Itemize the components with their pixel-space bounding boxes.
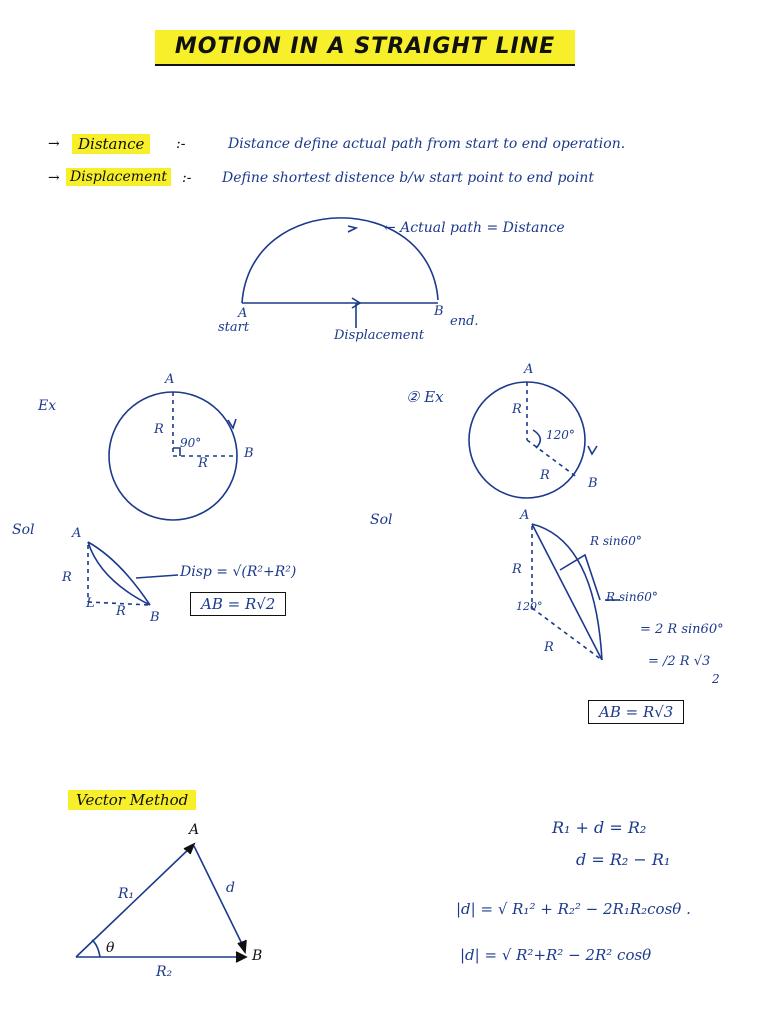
ex1-b: B bbox=[244, 446, 254, 461]
arrow-icon: → bbox=[48, 170, 60, 186]
label-b: B bbox=[434, 304, 444, 319]
sol1-arc bbox=[88, 542, 150, 605]
vector-d bbox=[194, 846, 244, 948]
vector-eq-4: |d| = √ R²+R² − 2R² cosθ bbox=[460, 946, 652, 964]
sol2-r2: R bbox=[544, 640, 554, 655]
label-a: A bbox=[238, 306, 248, 321]
sol1-b: B bbox=[150, 610, 160, 625]
sol1-label: Sol bbox=[12, 522, 35, 538]
vector-d-label: d bbox=[226, 880, 235, 896]
label-start: start bbox=[218, 320, 250, 335]
vector-b: B bbox=[252, 948, 263, 964]
sol2-r: R bbox=[512, 562, 522, 577]
sol1-result-box: AB = R√2 bbox=[190, 592, 286, 616]
term-distance: Distance bbox=[72, 134, 150, 154]
ex2-angle: 120° bbox=[546, 428, 575, 442]
sol1-a: A bbox=[72, 526, 82, 541]
sol1-r2: R bbox=[116, 604, 126, 619]
sol2-step2-den: 2 bbox=[712, 672, 720, 686]
vector-r2-label: R₂ bbox=[156, 964, 173, 980]
sep: :- bbox=[182, 170, 192, 186]
ex2-r: R bbox=[512, 402, 522, 417]
ex2-b: B bbox=[588, 476, 598, 491]
vector-a: A bbox=[189, 822, 200, 838]
definition-distance: Distance define actual path from start to end operation. bbox=[228, 136, 626, 152]
label-end: end. bbox=[450, 314, 479, 329]
arrow-icon: → bbox=[48, 136, 60, 152]
term-displacement: Displacement bbox=[66, 168, 171, 186]
sol2-a: A bbox=[520, 508, 530, 523]
label-displacement: Displacement bbox=[334, 328, 425, 343]
ex1-angle: 90° bbox=[180, 436, 202, 450]
label-actual-path: ← Actual path = Distance bbox=[384, 220, 565, 236]
sol2-rsin-2: R sin60° bbox=[606, 590, 658, 604]
page-title: MOTION IN A STRAIGHT LINE bbox=[155, 30, 575, 66]
sol2-step2: = /2 R √3 bbox=[648, 654, 711, 669]
definition-displacement: Define shortest distence b/w start point to end point bbox=[222, 170, 594, 186]
vector-eq-3: |d| = √ R₁² + R₂² − 2R₁R₂cosθ . bbox=[456, 900, 691, 918]
sol2-angle: 120° bbox=[516, 600, 543, 613]
ex1-label: Ex bbox=[38, 398, 57, 414]
vector-eq-2: d = R₂ − R₁ bbox=[576, 850, 671, 869]
ex1-r2: R bbox=[198, 456, 208, 471]
vector-theta: θ bbox=[106, 940, 115, 956]
sol2-label: Sol bbox=[370, 512, 393, 528]
sol1-disp: Disp = √(R²+R²) bbox=[180, 564, 297, 580]
ex2-a: A bbox=[524, 362, 534, 377]
sol1-l: L bbox=[86, 596, 95, 611]
sep: :- bbox=[176, 136, 186, 152]
ex2-label: ② Ex bbox=[406, 388, 444, 406]
sol2-step1: = 2 R sin60° bbox=[640, 622, 724, 637]
sol2-result-box: AB = R√3 bbox=[588, 700, 684, 724]
ex1-r: R bbox=[154, 422, 164, 437]
sol1-r: R bbox=[62, 570, 72, 585]
vector-eq-1: R₁ + d = R₂ bbox=[552, 818, 647, 837]
ex2-r2: R bbox=[540, 468, 550, 483]
sol2-rsin-1: R sin60° bbox=[590, 534, 642, 548]
vector-r1-label: R₁ bbox=[118, 886, 135, 902]
vector-method-heading: Vector Method bbox=[68, 790, 196, 810]
ex1-a: A bbox=[165, 372, 175, 387]
